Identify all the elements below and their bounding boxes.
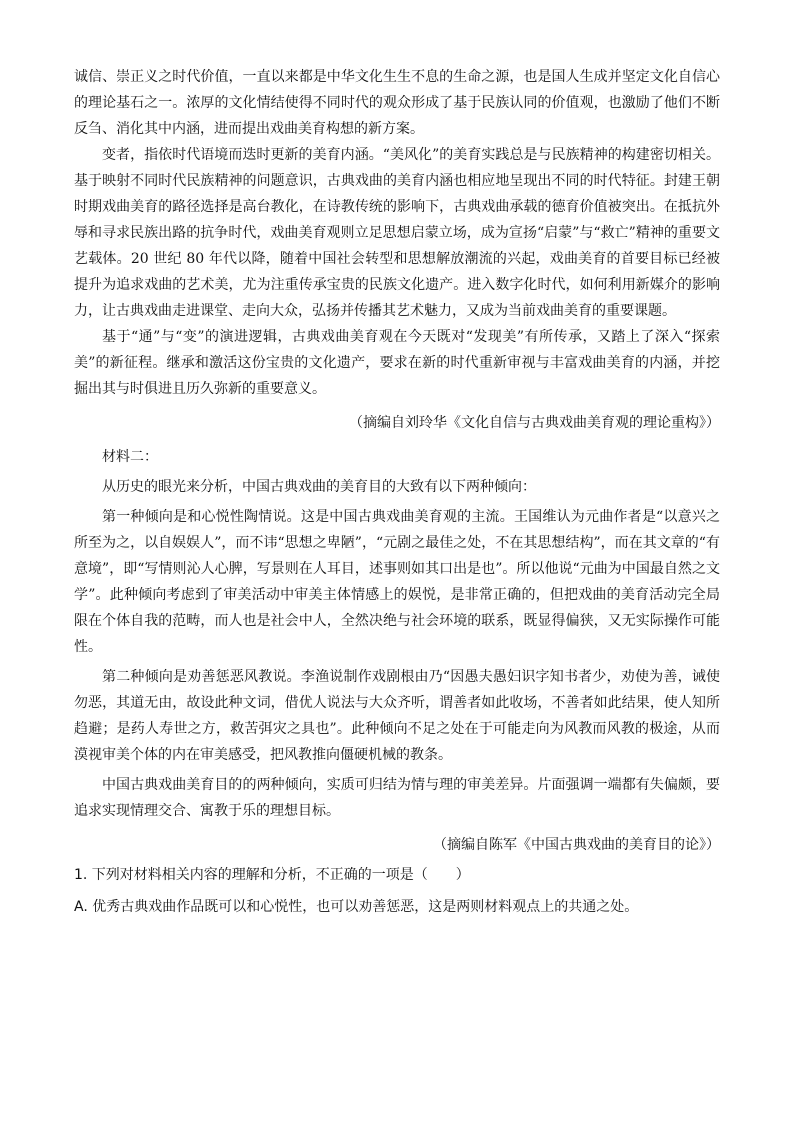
material2-paragraph-summary: 中国古典戏曲美育目的的两种倾向，实质可归结为情与理的审美差异。片面强调一端都有失偏颇，要追求实现情理交合、寓教于乐的理想目标。 (74, 777, 720, 819)
material2-label: 材料二： (102, 449, 158, 465)
material2-paragraph-second: 第二种倾向是劝善惩恶风教说。李渔说制作戏剧根由乃“因愚夫愚妇识字知书者少，劝使为善，诫使勿恶，其道无由，故设此种文词，借优人说法与大众齐听，谓善者如此收场，不善者如此结果，使人知所趋避；是药人寿世之方，救苦弭灾之具也”。此种倾向不足之处在于可能走向为风教而风教的极途，从而漠视审美个体的内在审美感受，把风教推向僵硬机械的教条。 (74, 669, 720, 763)
material2-paragraph-intro: 从历史的眼光来分析，中国古典戏曲的美育目的大致有以下两种倾向： (102, 479, 536, 495)
material1-source: （摘编自刘玲华《文化自信与古典戏曲美育观的理论重构》） (349, 415, 720, 431)
material1-paragraph-conclusion: 基于“通”与“变”的演进逻辑，古典戏曲美育观在今天既对“发现美”有所传承，又踏上了深入“探索美”的新征程。继承和激活这份宝贵的文化遗产，要求在新的时代重新审视与丰富戏曲美育的内涵，并挖掘出其与时俱进且历久弥新的重要意义。 (74, 329, 720, 397)
question-option-a: A. 优秀古典戏曲作品既可以和心悦性，也可以劝善惩恶，这是两则材料观点上的共通之处。 (74, 899, 639, 915)
material2-source: （摘编自陈军《中国古典戏曲的美育目的论》） (433, 837, 720, 853)
material2-paragraph-first: 第一种倾向是和心悦性陶情说。这是中国古典戏曲美育观的主流。王国维认为元曲作者是“以意兴之所至为之，以自娱娱人”，而不讳“思想之卑陋”，“元剧之最佳之处，不在其思想结构”，而在其文章的“有意境”，即“写情则沁人心脾，写景则在人耳目，述事则如其口出是也”。所以他说“元曲为中国最自然之文学”。此种倾向考虑到了审美活动中审美主体情感上的娱悦，是非常正确的，但把戏曲的美育活动完全局限在个体自我的范畴，而人也是社会中人，全然决绝与社会环境的联系，既显得偏狭，又无实际操作可能性。 (74, 509, 720, 655)
document-body (74, 64, 720, 920)
question-stem: 1. 下列对材料相关内容的理解和分析，不正确的一项是（ ） (74, 867, 470, 883)
material1-paragraph-change: 变者，指依时代语境而迭时更新的美育内涵。“美风化”的美育实践总是与民族精神的构建密切相关。基于映射不同时代民族精神的问题意识，古典戏曲的美育内涵也相应地呈现出不同的时代特征。封建王朝时期戏曲美育的路径选择是高台教化，在诗教传统的影响下，古典戏曲承载的德育价值被突出。在抵抗外辱和寻求民族出路的抗争时代，戏曲美育观则立足思想启蒙立场，成为宣扬“启蒙”与“救亡”精神的重要文艺载体。20 世纪 80 年代以降，随着中国社会转型和思想解放潮流的兴起，戏曲美育的首要目标已经被提升为追求戏曲的艺术美，尤为注重传承宝贵的民族文化遗产。进入数字化时代，如何利用新媒介的影响力，让古典戏曲走进课堂、走向大众，弘扬并传播其艺术魅力，又成为当前戏曲美育的重要课题。 (74, 147, 720, 319)
material1-paragraph-continued: 诚信、崇正义之时代价值，一直以来都是中华文化生生不息的生命之源，也是国人生成并坚定文化自信心的理论基石之一。浓厚的文化情结使得不同时代的观众形成了基于民族认同的价值观，也激励了他们不断反刍、消化其中内涵，进而提出戏曲美育构想的新方案。 (74, 69, 720, 137)
